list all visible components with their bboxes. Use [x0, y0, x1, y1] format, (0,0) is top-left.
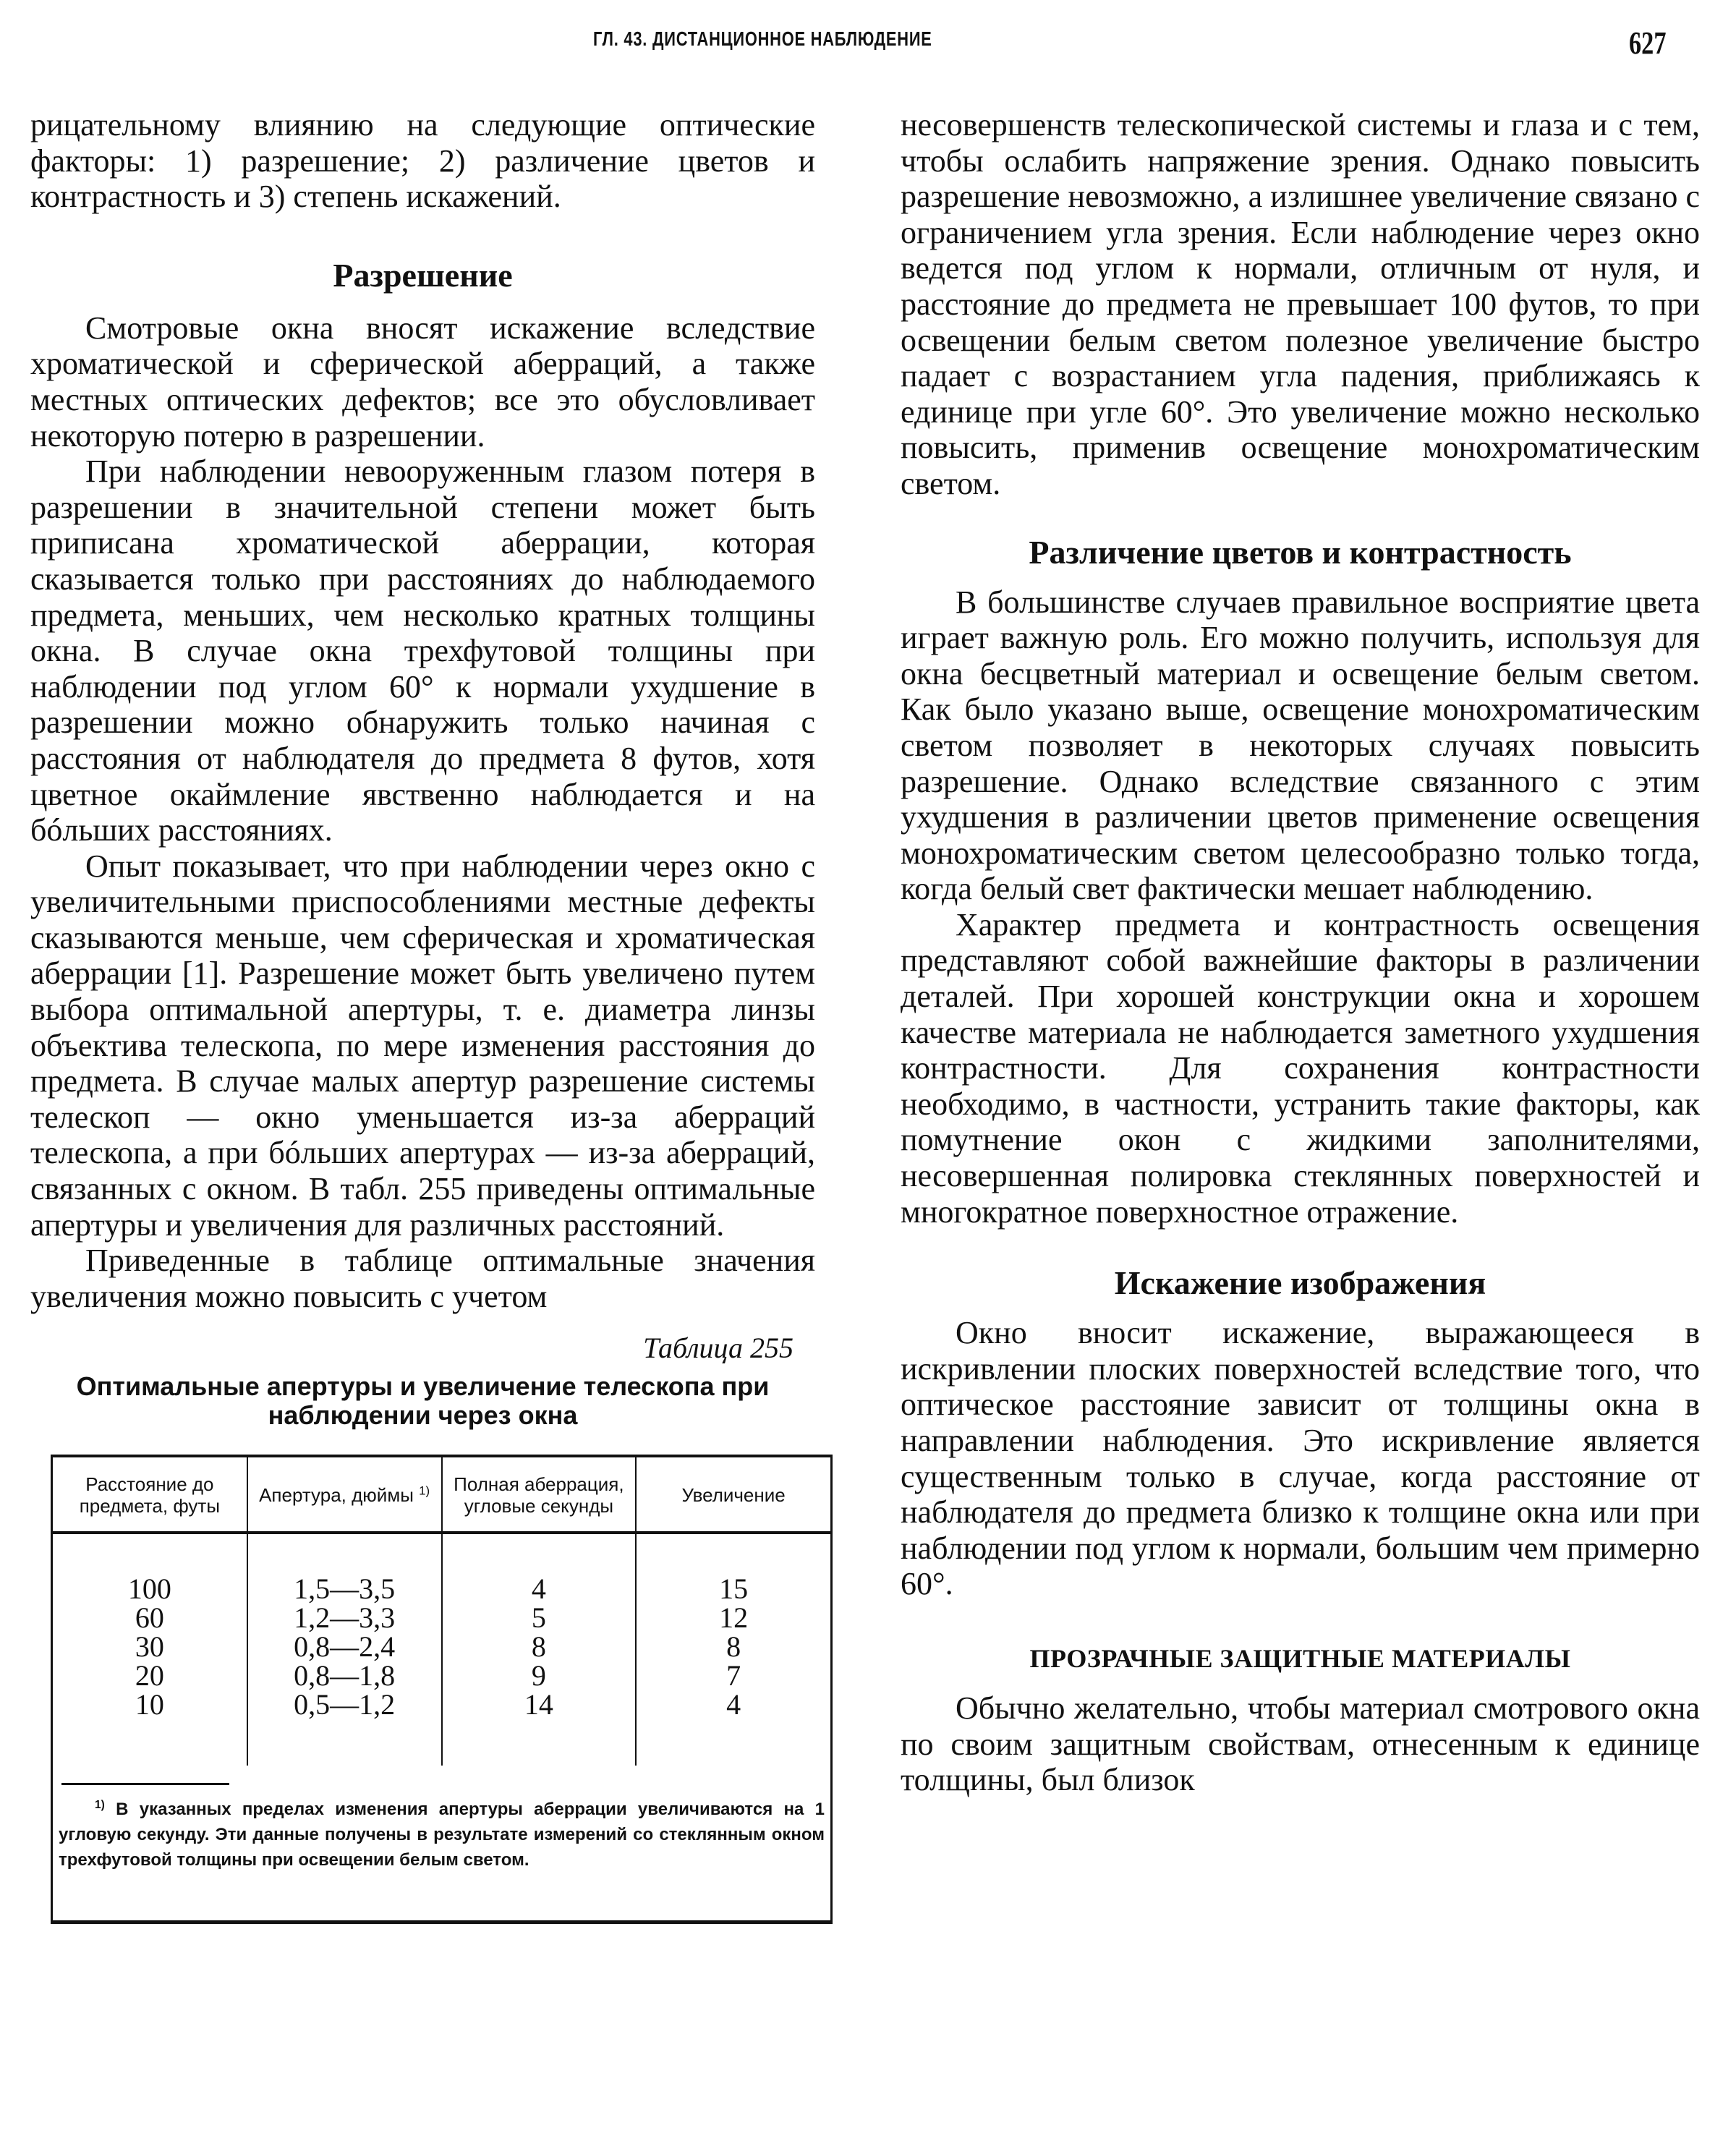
running-head — [0, 25, 1736, 68]
table-255 — [51, 1455, 833, 1924]
column-header-aperture — [247, 1457, 442, 1533]
cell-magnification: 12 — [719, 1601, 749, 1635]
data-table — [53, 1457, 830, 1766]
heading-color-contrast: Различение цветов и контрастность — [1029, 533, 1572, 571]
paragraph: В большинстве случаев правильное восприятие цвета играет важную роль. Его можно получить, используя для окна бесцветный материал и освещение белым светом. Как было указано выше, освещение монохроматическим светом позволяет в некоторых случаях повысить разрешение. Однако вследствие связанного с этим ухудшения в различении цветов применение освещения монохроматическим светом целесообразно только тогда, когда белый свет фактически мешает наблюдению. — [901, 584, 1700, 907]
cell-aperture: 0,8—2,4 — [247, 1632, 442, 1661]
paragraph: При наблюдении невооруженным глазом потеря в разрешении в значительной степени может быть приписана хроматической аберрации, которая сказывается только при расстояниях до наблюдаемого предмета, меньших, чем несколько кратных толщины окна. В случае окна трехфутовой толщины при наблюдении под углом 60° к нормали ухудшение в разрешении можно обнаружить только начиная с расстояния от наблюдателя до предмета 8 футов, хотя цветное окаймление явственно наблюдается и на бóльших расстояниях. — [30, 454, 815, 848]
cell-aberration: 8 — [442, 1632, 637, 1661]
cell-magnification: 7 — [726, 1659, 741, 1692]
cell-distance: 10 — [53, 1690, 247, 1766]
paragraph: Характер предмета и контрастность освещения представляют собой важнейшие факторы в различении деталей. При хорошей конструкции окна и хорошем качестве материала не наблюдается заметного ухудшения контрастности. Для сохранения контрастности необходимо, в частности, устранить такие факторы, как помутнение окон с жидкими заполнителями, несовершенная полировка стеклянных поверхностей и многократное поверхностное отражение. — [901, 906, 1700, 1230]
table-title: Оптимальные апертуры и увеличение телескопа при наблюдении через окна — [76, 1371, 770, 1431]
table-row — [53, 1533, 830, 1604]
heading-distortion: Искажение изображения — [1114, 1264, 1486, 1302]
table-row — [53, 1690, 830, 1766]
paragraph: Обычно желательно, чтобы материал смотрового окна по своим защитным свойствам, отнесенным к единице толщины, был близок — [901, 1690, 1700, 1798]
footnote-text: В указанных пределах изменения апертуры аберрации увеличиваются на 1 угловую секунду. Эти данные получены в результате измерений со стеклянным окном трехфутовой толщины при освещении белым светом. — [59, 1800, 825, 1870]
running-title: ГЛ. 43. ДИСТАНЦИОННОЕ НАБЛЮДЕНИЕ — [593, 27, 932, 50]
cell-distance: 100 — [53, 1533, 247, 1604]
cell-aberration: 9 — [442, 1661, 637, 1690]
cell-aperture: 1,5—3,5 — [247, 1533, 442, 1604]
continuation-paragraph: несовершенств телескопической системы и глаза и с тем, чтобы ослабить напряжение зрения. Однако повысить разрешение невозможно, а излишнее увеличение связано с ограничением угла зрения. Если наблюдение через окно ведется под углом к нормали, отличным от нуля, и расстояние до предмета не превышает 100 футов, то при освещении белым светом полезное увеличение быстро падает с возрастанием угла падения, приближаясь к единице при угле 60°. Это увеличение можно несколько повысить, применив освещение монохроматическим светом. — [901, 107, 1700, 501]
table-row — [53, 1661, 830, 1690]
paragraph: Приведенные в таблице оптимальные значения увеличения можно повысить с учетом — [30, 1243, 815, 1314]
cell-aberration: 4 — [442, 1533, 637, 1604]
footnote-mark: 1) — [95, 1799, 105, 1812]
paragraph: Опыт показывает, что при наблюдении через окно с увеличительными приспособлениями местные дефекты сказываются меньше, чем сферическая и хроматическая аберрации [1]. Разрешение может быть увеличено путем выбора оптимальной апертуры, т. е. диаметра линзы объектива телескопа, по мере изменения расстояния до предмета. В случае малых апертур разрешение системы телескоп — окно уменьшается из-за аберраций телескопа, а при бóльших апертурах — из-за аберраций, связанных с окном. В табл. 255 приведены оптимальные апертуры и увеличения для различных расстояний. — [30, 848, 815, 1243]
paragraph: Окно вносит искажение, выражающееся в искривлении плоских поверхностей вследствие того, что оптическое расстояние зависит от толщины окна в направлении наблюдения. Это искривление является существенным только в случае, когда расстояние от наблюдателя до предмета близко к толщине окна или при наблюдении под углом к нормали, большим чем примерно 60°. — [901, 1315, 1700, 1602]
page-number: 627 — [1629, 25, 1667, 61]
column-header-magnification: Увеличение — [636, 1457, 830, 1533]
heading-resolution: Разрешение — [333, 256, 513, 294]
footnote-mark: 1) — [419, 1483, 430, 1498]
column-header-aperture-label: Апертура, дюймы — [259, 1484, 414, 1507]
cell-magnification: 8 — [726, 1630, 741, 1664]
cell-aperture: 1,2—3,3 — [247, 1604, 442, 1632]
cell-magnification: 4 — [726, 1688, 741, 1721]
cell-aberration: 14 — [442, 1690, 637, 1766]
cell-distance: 60 — [53, 1604, 247, 1632]
cell-distance: 30 — [53, 1632, 247, 1661]
cell-aperture: 0,8—1,8 — [247, 1661, 442, 1690]
intro-paragraph: рицательному влиянию на следующие оптические факторы: 1) разрешение; 2) различение цветов и контрастность и 3) степень искажений. — [30, 107, 815, 215]
cell-aberration: 5 — [442, 1604, 637, 1632]
table-row — [53, 1632, 830, 1661]
cell-distance: 20 — [53, 1661, 247, 1690]
column-header-distance: Расстояние до предмета, футы — [53, 1457, 247, 1533]
right-column — [901, 107, 1700, 1798]
column-header-aberration: Полная аберрация, угловые секунды — [442, 1457, 637, 1533]
left-column — [30, 107, 825, 1924]
heading-transparent-materials: ПРОЗРАЧНЫЕ ЗАЩИТНЫЕ МАТЕРИАЛЫ — [1029, 1643, 1571, 1673]
table-header-row — [53, 1457, 830, 1533]
table-footnote — [59, 1797, 825, 1873]
table-caption: Таблица 255 — [643, 1332, 793, 1365]
table-row — [53, 1604, 830, 1632]
cell-magnification: 15 — [719, 1572, 749, 1606]
cell-aperture: 0,5—1,2 — [247, 1690, 442, 1766]
paragraph: Смотровые окна вносят искажение вследствие хроматической и сферической аберраций, а также местных оптических дефектов; все это обусловливает некоторую потерю в разрешении. — [30, 310, 815, 454]
footnote-rule — [61, 1783, 229, 1785]
